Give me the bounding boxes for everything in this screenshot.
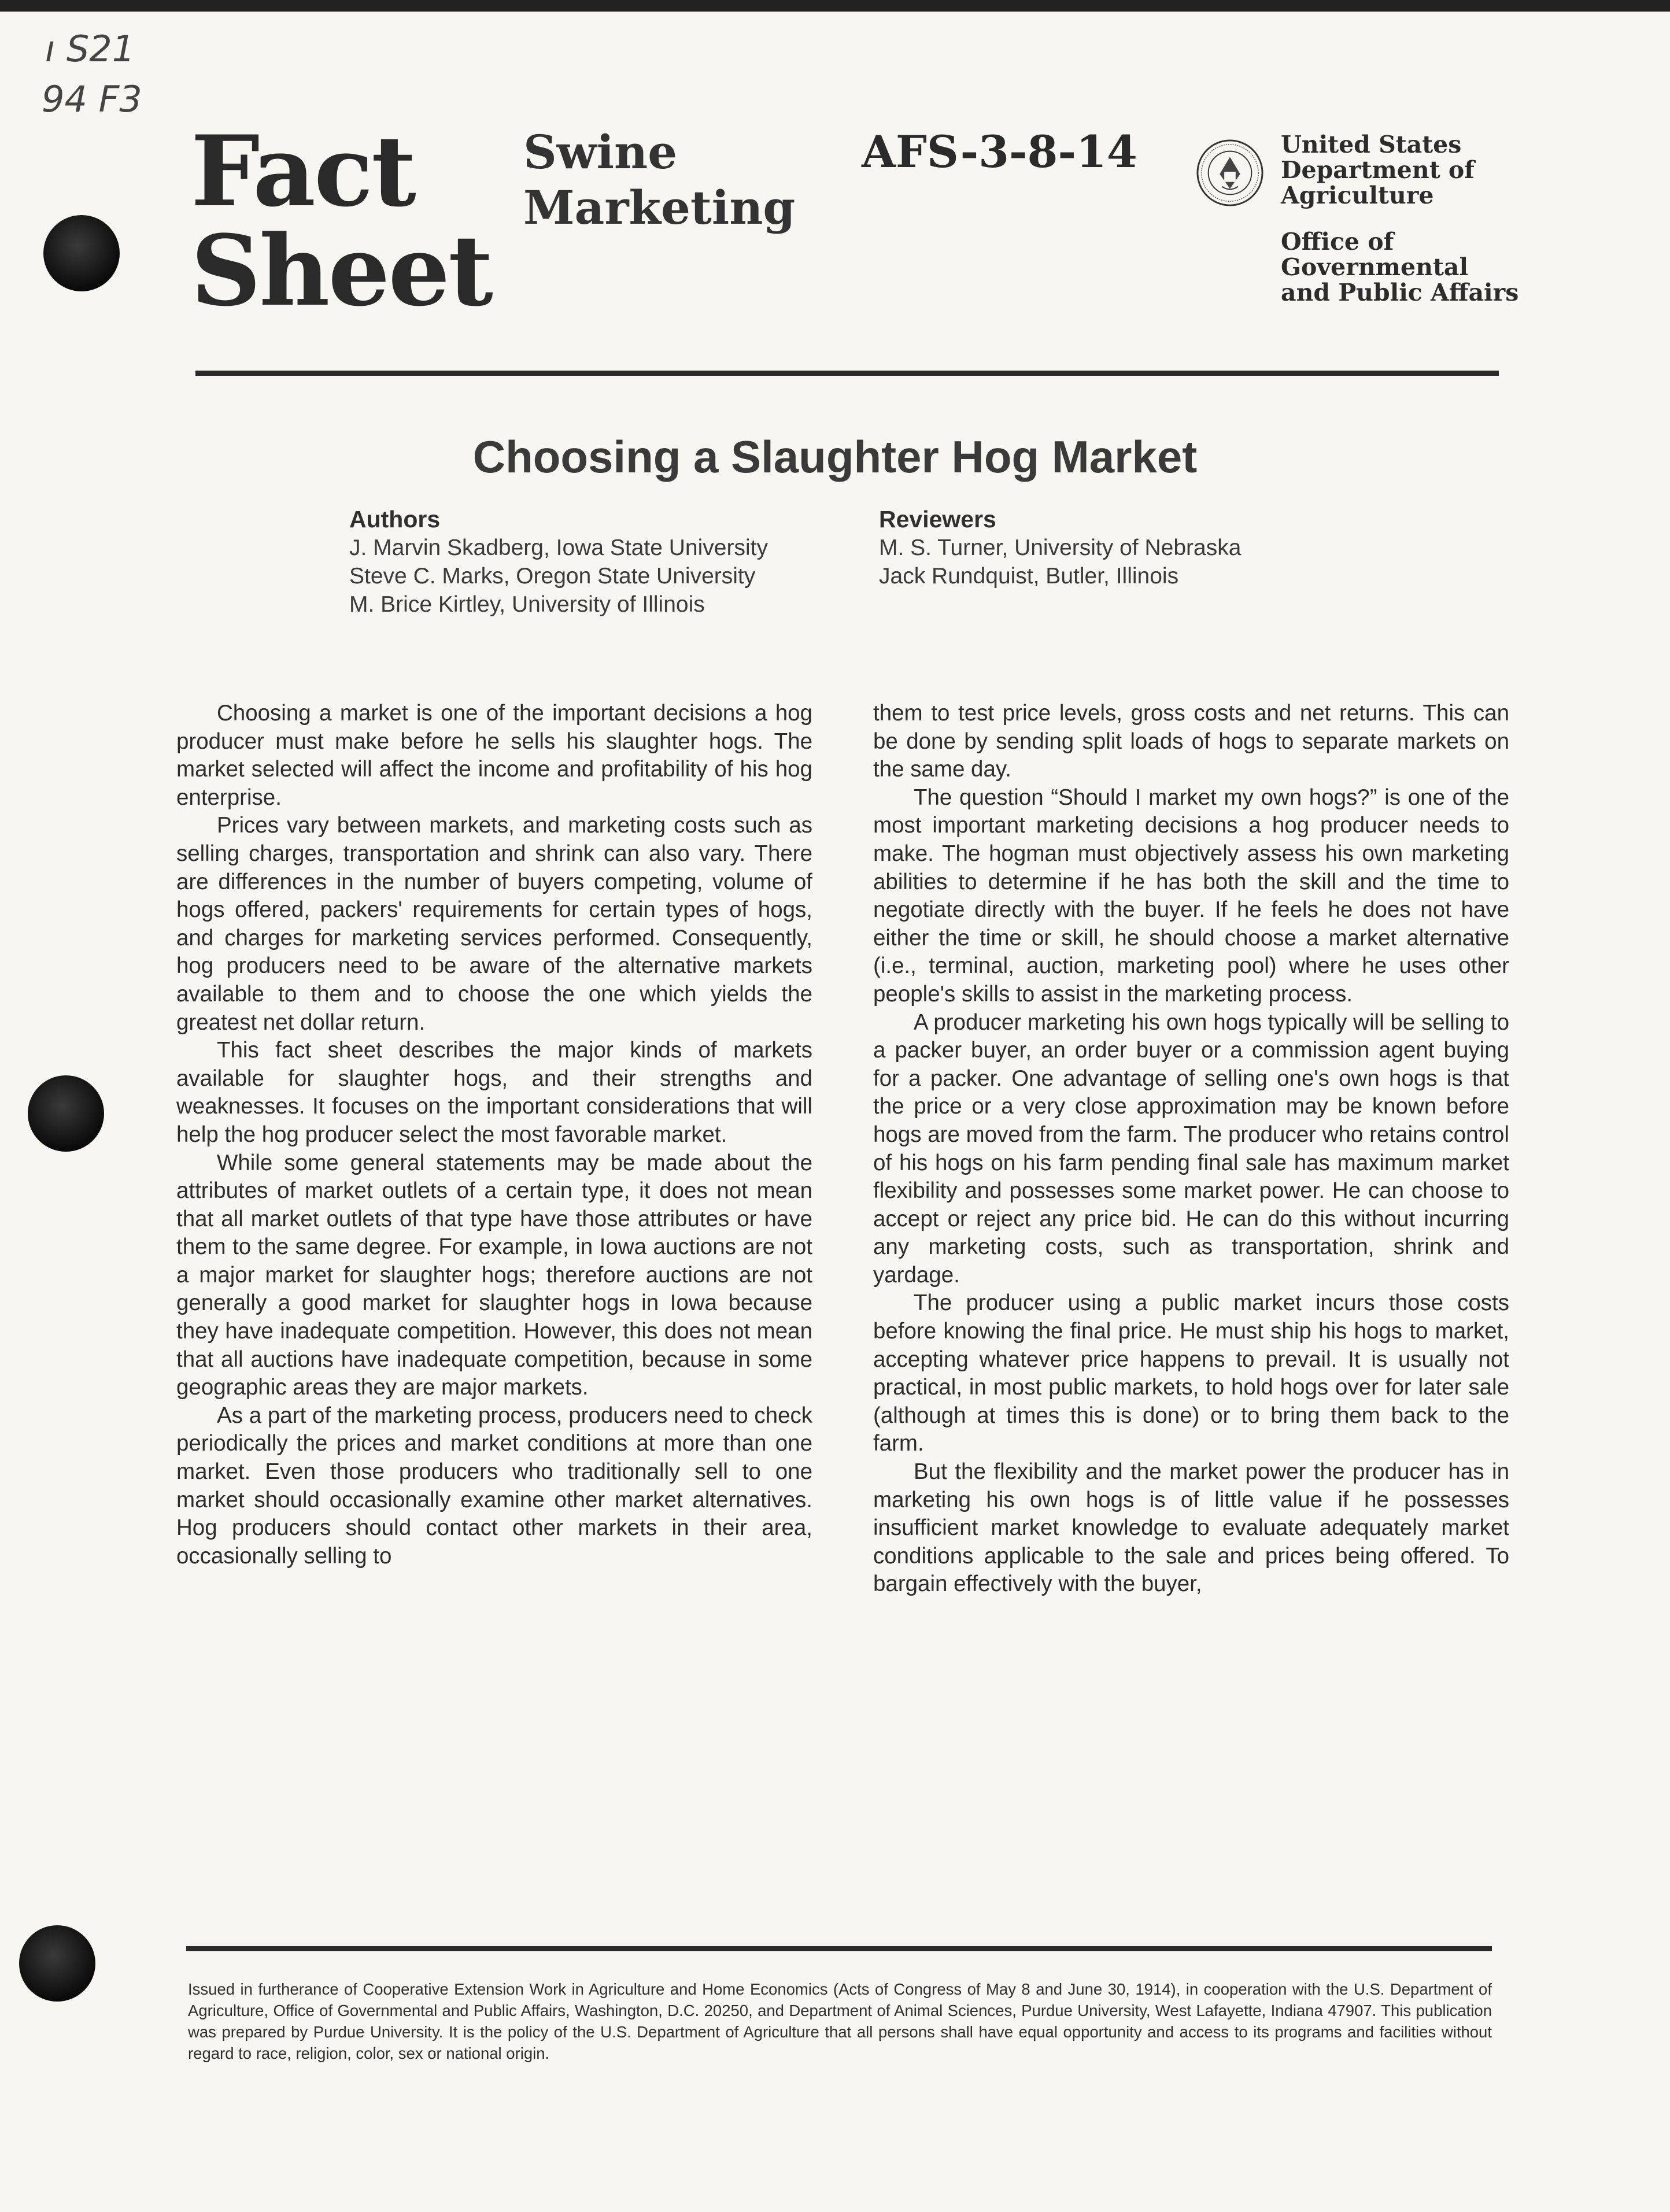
reviewer-name: Jack Rundquist, Butler, Illinois — [879, 564, 1179, 589]
agency-line1: United States — [1281, 131, 1462, 158]
reviewer-name: M. S. Turner, University of Nebraska — [879, 535, 1242, 560]
body-paragraph: A producer marketing his own hogs typically will be selling to a packer buyer, an order buyer or a commission agent buying for a packer. One advantage of selling one's own hogs is that the price or a very close approximation may be known before hogs are moved from the farm. The producer who retains control of his hogs on his farm pending final sale has maximum market flexibility and possesses some market power. He can choose to accept or reject any price bid. He can do this without incurring any marketing costs, such as transportation, shrink and yardage. — [873, 1009, 1509, 1288]
agency-line2: Department of — [1281, 156, 1475, 184]
masthead-word-sheet: Sheet — [191, 213, 492, 328]
handwritten-note-line1: ı S21 — [45, 28, 135, 70]
reviewers-block — [879, 505, 1241, 590]
header-divider — [195, 371, 1499, 376]
handwritten-note-line2: 94 F3 — [42, 78, 142, 120]
body-paragraph: Prices vary between markets, and marketing costs such as selling charges, transportation and shrink can also vary. There are differences in the number of buyers competing, volume of hogs offered, packers' requirements for certain types of hogs, and charges for marketing services performed. Consequently, hog producers need to be aware of the alternative markets available to them and to choose the one which yields the greatest net dollar return. — [176, 813, 812, 1035]
body-paragraph: The question “Should I market my own hogs?” is one of the most important marketing decisions a hog producer needs to make. The hogman must objectively assess his own marketing abilities to determine if he has both the skill and the time to negotiate directly with the buyer. If he feels he does not have either the time or skill, he should choose a market alternative (i.e., terminal, auction, marketing pool) where he uses other people's skills to assist in the marketing process. — [873, 785, 1509, 1007]
author-name: Steve C. Marks, Oregon State University — [349, 564, 756, 589]
office-line1: Office of — [1281, 228, 1394, 256]
series-name — [523, 124, 795, 235]
publication-code: AFS-3-8-14 — [862, 126, 1137, 177]
body-paragraph-continued: them to test price levels, gross costs and net returns. This can be done by sending split loads of hogs to separate markets on the same day. — [873, 701, 1509, 782]
usda-seal-icon — [1196, 139, 1264, 207]
agency-block — [1281, 132, 1518, 305]
body-column-right — [873, 700, 1509, 1599]
body-paragraph: While some general statements may be made about the attributes of market outlets of a certain type, it does not mean that all market outlets of that type have those attributes or have them to the same degree. For example, in Iowa auctions are not a major market for slaughter hogs; therefore auctions are not generally a good market for slaughter hogs in Iowa because they have inadequate competition. However, this does not mean that all auctions have inadequate competition, because in some geographic areas they are major markets. — [176, 1150, 812, 1400]
reviewers-heading: Reviewers — [879, 506, 996, 532]
binder-hole-top — [43, 215, 120, 291]
office-line2: Governmental — [1281, 253, 1469, 281]
agency-line3: Agriculture — [1281, 182, 1434, 209]
masthead-word-fact: Fact — [191, 114, 415, 228]
office-line3: and Public Affairs — [1281, 279, 1519, 306]
body-column-left — [176, 700, 812, 1570]
document-title: Choosing a Slaughter Hog Market — [472, 431, 1198, 482]
binder-hole-bottom — [19, 1925, 95, 2002]
body-paragraph: Choosing a market is one of the important decisions a hog producer must make before he sells his slaughter hogs. The market selected will affect the income and profitability of his hog enterprise. — [176, 701, 812, 810]
scan-top-edge — [0, 0, 1670, 12]
fact-sheet-masthead — [191, 114, 492, 328]
series-line2: Marketing — [523, 180, 796, 235]
footer-notice: Issued in furtherance of Cooperative Extension Work in Agriculture and Home Economics (Acts of Congress of May 8 and June 30, 1914), in cooperation with the U.S. Department of Agriculture, Office of Governmental and Public Affairs, Washington, D.C. 20250, and Department of Animal Sciences, Purdue University, West Lafayette, Indiana 47907. This publication was prepared by Purdue University. It is the policy of the U.S. Department of Agriculture that all persons shall have equal opportunity and access to its programs and facilities without regard to race, religion, color, sex or national origin. — [188, 1980, 1492, 2062]
body-paragraph: This fact sheet describes the major kinds of markets available for slaughter hogs, and their strengths and weaknesses. It focuses on the important considerations that will help the hog producer select the most favorable market. — [176, 1038, 812, 1147]
body-paragraph: The producer using a public market incurs those costs before knowing the final price. He must ship his hogs to market, accepting whatever price happens to prevail. It is usually not practical, in most public markets, to hold hogs over for later sale (although at times this is done) or to bring them back to the farm. — [873, 1290, 1509, 1456]
binder-hole-middle — [28, 1075, 104, 1152]
body-paragraph: But the flexibility and the market power the producer has in marketing his own hogs is of little value if he possesses insufficient market knowledge to evaluate adequately market conditions applicable to the sale and prices being offered. To bargain effectively with the buyer, — [873, 1459, 1509, 1597]
author-name: J. Marvin Skadberg, Iowa State University — [349, 535, 768, 560]
authors-heading: Authors — [349, 506, 441, 532]
authors-block — [349, 505, 768, 619]
series-line1: Swine — [523, 125, 678, 179]
body-paragraph: As a part of the marketing process, producers need to check periodically the prices and market conditions at more than one market. Even those producers who traditionally sell to one market should occasionally examine other market alternatives. Hog producers should contact other markets in their area, occasionally selling to — [176, 1403, 812, 1569]
footer-divider — [186, 1946, 1492, 1951]
author-name: M. Brice Kirtley, University of Illinois — [349, 592, 705, 617]
